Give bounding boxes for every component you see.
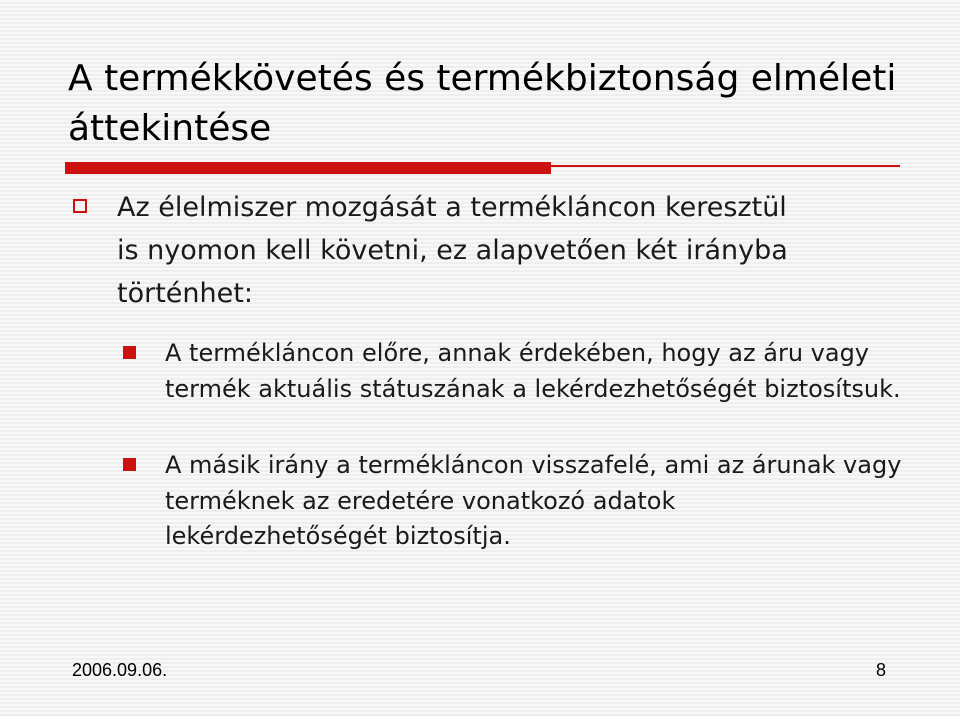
filled-square-icon	[123, 346, 136, 359]
page-number: 8	[875, 660, 886, 680]
slide-title: A termékkövetés és termékbiztonság elméleti áttekintése	[68, 58, 897, 149]
sub-bullet-text: A termékláncon előre, annak érdekében, hogy az áru vagy termék aktuális státuszának a lekérdezhetőségét biztosítsuk.	[165, 339, 901, 403]
filled-square-icon	[123, 458, 136, 471]
title-underline-thin	[551, 165, 900, 167]
title-underline-thick	[65, 162, 551, 174]
hollow-square-icon	[73, 199, 87, 213]
sub-bullet-text: A másik irány a termékláncon visszafelé, ami az árunak vagy terméknek az eredetére vonatkozó adatok lekérdezhetőségét biztosítja.	[165, 451, 902, 550]
footer-date: 2006.09.06.	[72, 660, 168, 680]
title-underline	[65, 162, 900, 174]
main-bullet-text: Az élelmiszer mozgását a termékláncon keresztül is nyomon kell követni, ez alapvetően két irányba történhet:	[117, 192, 788, 309]
